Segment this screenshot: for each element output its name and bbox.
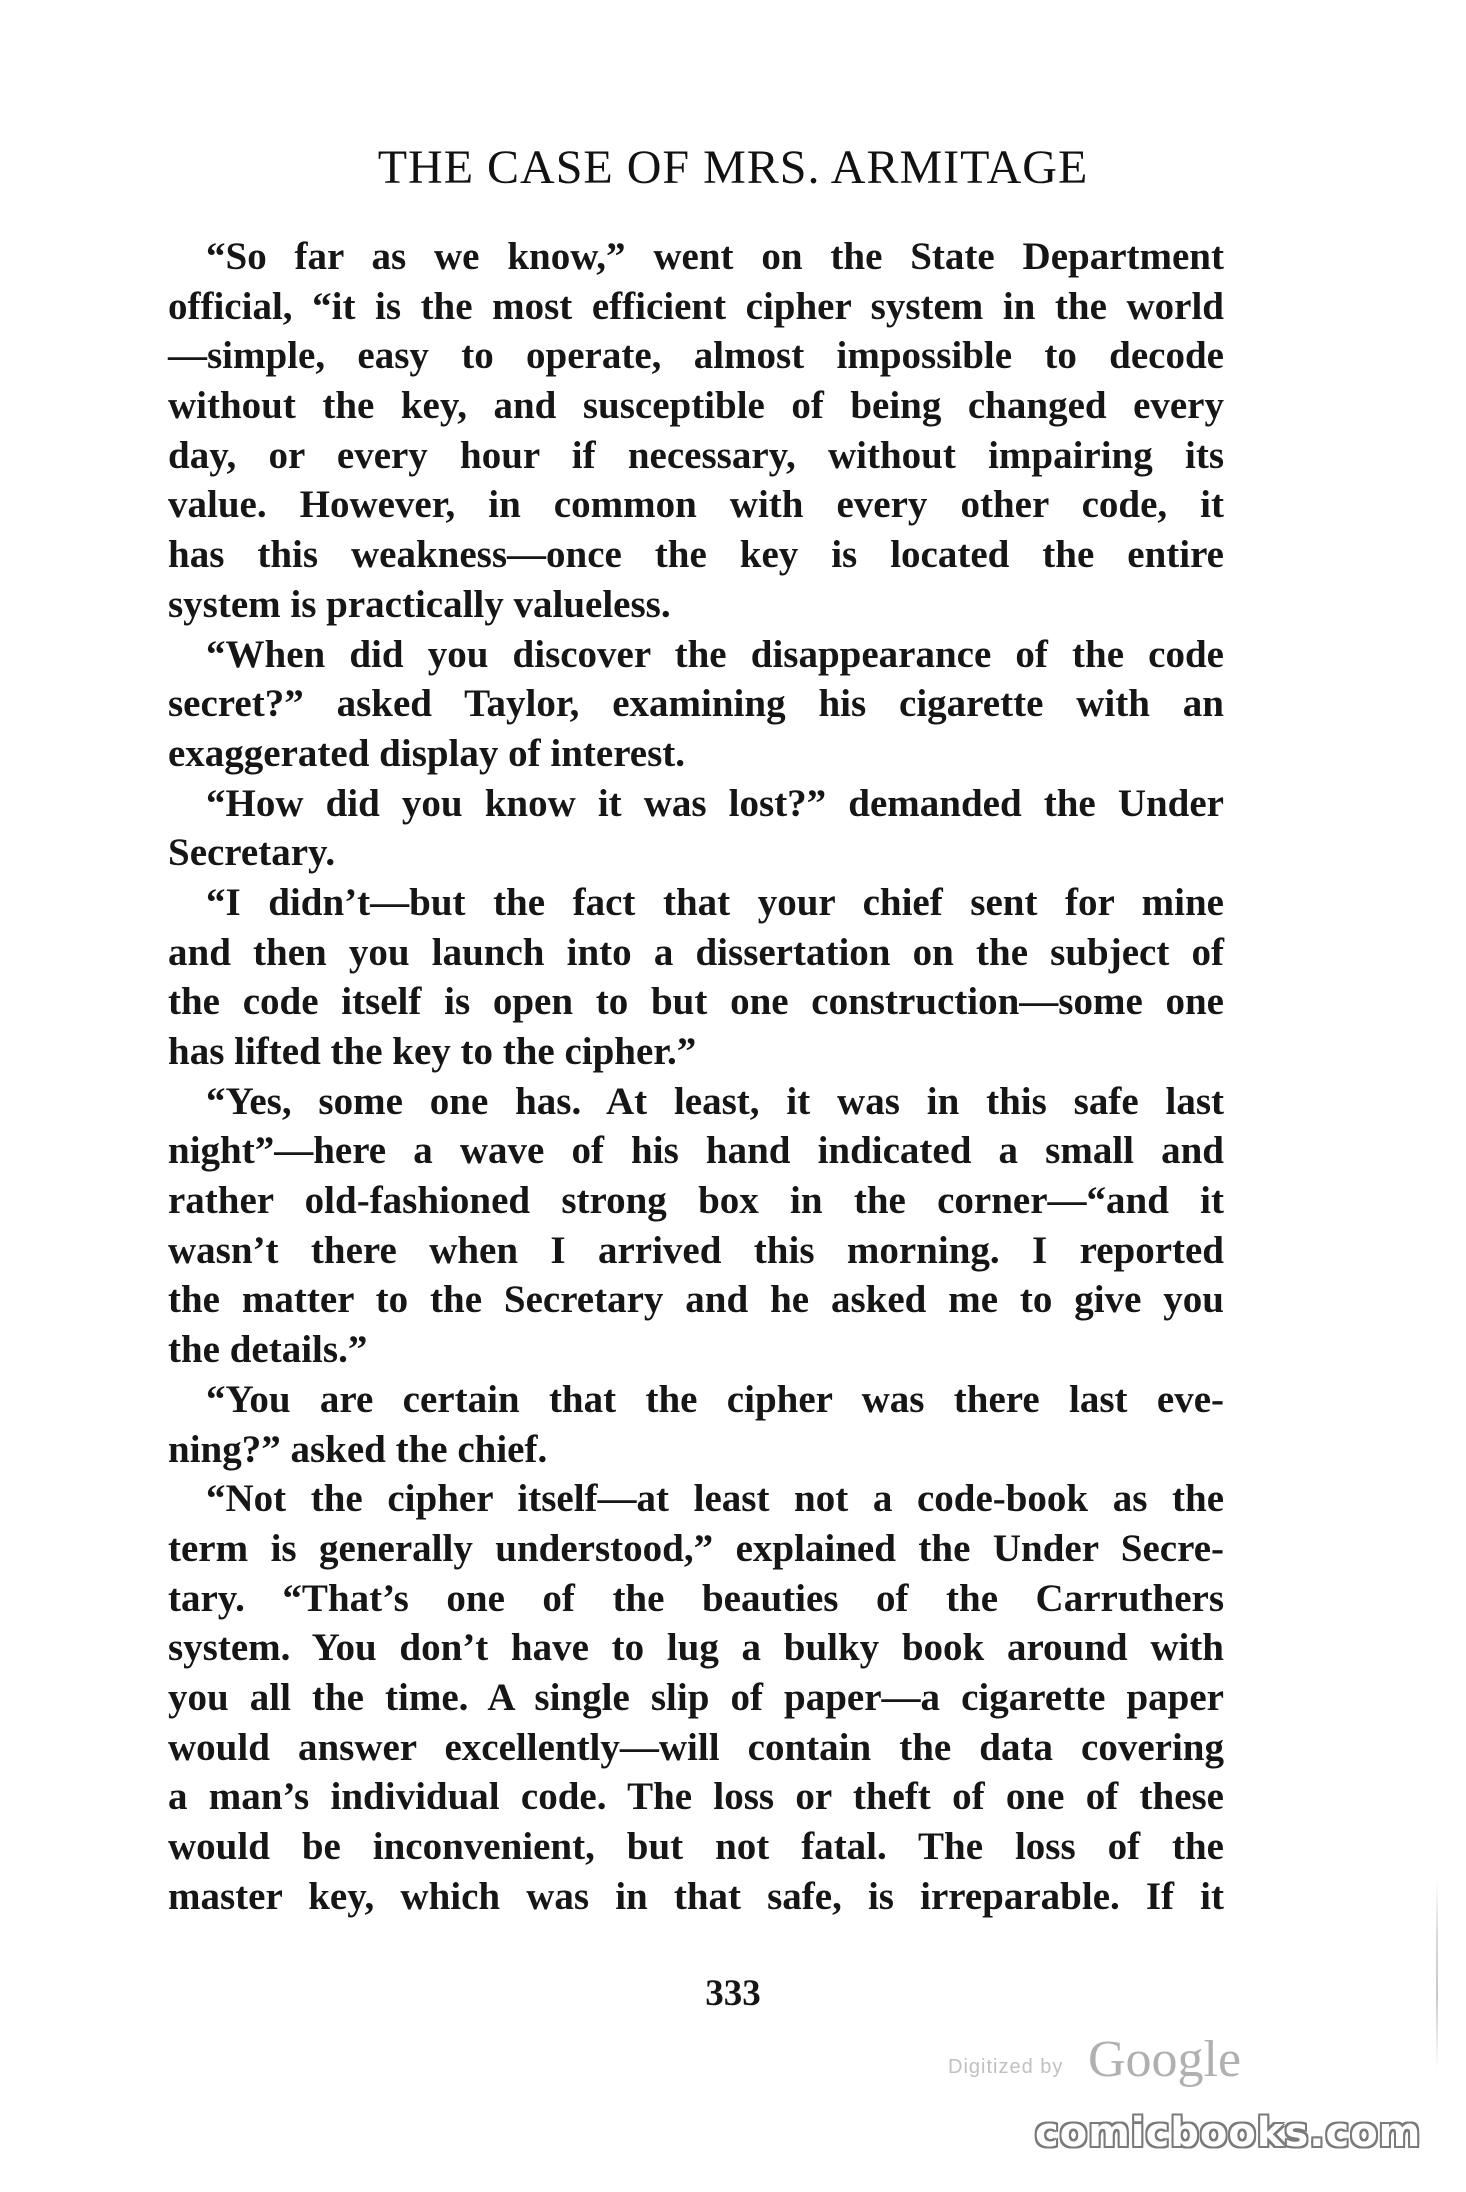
digitized-by-label: Digitized by bbox=[948, 2056, 1064, 2078]
google-watermark bbox=[948, 2030, 1268, 2090]
text-line: the code itself is open to but one construction—some one bbox=[168, 980, 1224, 1024]
text-line: has this weakness—once the key is located the entire bbox=[168, 533, 1224, 577]
text-line: would be inconvenient, but not fatal. The loss of the bbox=[168, 1825, 1224, 1868]
text-line: rather old-fashioned strong box in the corner—“and it bbox=[168, 1179, 1224, 1223]
text-line: “I didn’t—but the fact that your chief sent for mine bbox=[206, 880, 1224, 924]
text-line: tary. “That’s one of the beauties of the Carruthers bbox=[168, 1576, 1224, 1620]
text-line: —simple, easy to operate, almost impossible to decode bbox=[168, 334, 1224, 378]
text-line: has lifted the key to the cipher.” bbox=[168, 1030, 697, 1073]
text-line: a man’s individual code. The loss or theft of one of these bbox=[168, 1775, 1224, 1819]
text-line: “You are certain that the cipher was there last eve- bbox=[206, 1377, 1224, 1421]
text-line: “Not the cipher itself—at least not a code-book as the bbox=[206, 1477, 1224, 1521]
text-line: and then you launch into a dissertation on the subject of bbox=[168, 930, 1224, 974]
text-line: you all the time. A single slip of paper—a cigarette paper bbox=[168, 1675, 1224, 1719]
google-logo: Google bbox=[1088, 2031, 1242, 2088]
text-line: would answer excellently—will contain the data covering bbox=[168, 1725, 1224, 1769]
text-line: without the key, and susceptible of being changed every bbox=[168, 384, 1224, 428]
text-line: master key, which was in that safe, is irreparable. If it bbox=[168, 1874, 1224, 1918]
text-line: “Yes, some one has. At least, it was in this safe last bbox=[206, 1079, 1224, 1123]
text-line: exaggerated display of interest. bbox=[168, 731, 686, 775]
page-number: 333 bbox=[705, 1973, 761, 2014]
text-line: system. You don’t have to lug a bulky book around with bbox=[168, 1626, 1224, 1670]
text-line: term is generally understood,” explained the Under Secre- bbox=[168, 1526, 1224, 1570]
text-line: secret?” asked Taylor, examining his cigarette with an bbox=[168, 682, 1224, 726]
text-line: wasn’t there when I arrived this morning. I reported bbox=[168, 1228, 1224, 1272]
text-line: night”—here a wave of his hand indicated a small and bbox=[168, 1129, 1224, 1173]
text-line: the matter to the Secretary and he asked me to give you bbox=[168, 1278, 1224, 1322]
site-watermark: comicbooks.com bbox=[1035, 2110, 1422, 2156]
page-edge-shadow bbox=[1436, 1880, 1438, 2070]
text-line: ning?” asked the chief. bbox=[168, 1427, 548, 1471]
running-head: THE CASE OF MRS. ARMITAGE bbox=[377, 141, 1089, 194]
body-text bbox=[168, 232, 1224, 1921]
text-line: value. However, in common with every other code, it bbox=[168, 483, 1224, 527]
text-line: “So far as we know,” went on the State Department bbox=[206, 235, 1224, 278]
text-line: official, “it is the most efficient cipher system in the world bbox=[168, 284, 1224, 328]
text-line: system is practically valueless. bbox=[168, 582, 671, 626]
text-line: the details.” bbox=[168, 1328, 368, 1372]
text-line: “When did you discover the disappearance of the code bbox=[206, 632, 1224, 676]
text-line: Secretary. bbox=[168, 831, 336, 875]
text-line: “How did you know it was lost?” demanded the Under bbox=[206, 781, 1224, 825]
text-line: day, or every hour if necessary, without impairing its bbox=[168, 433, 1224, 477]
